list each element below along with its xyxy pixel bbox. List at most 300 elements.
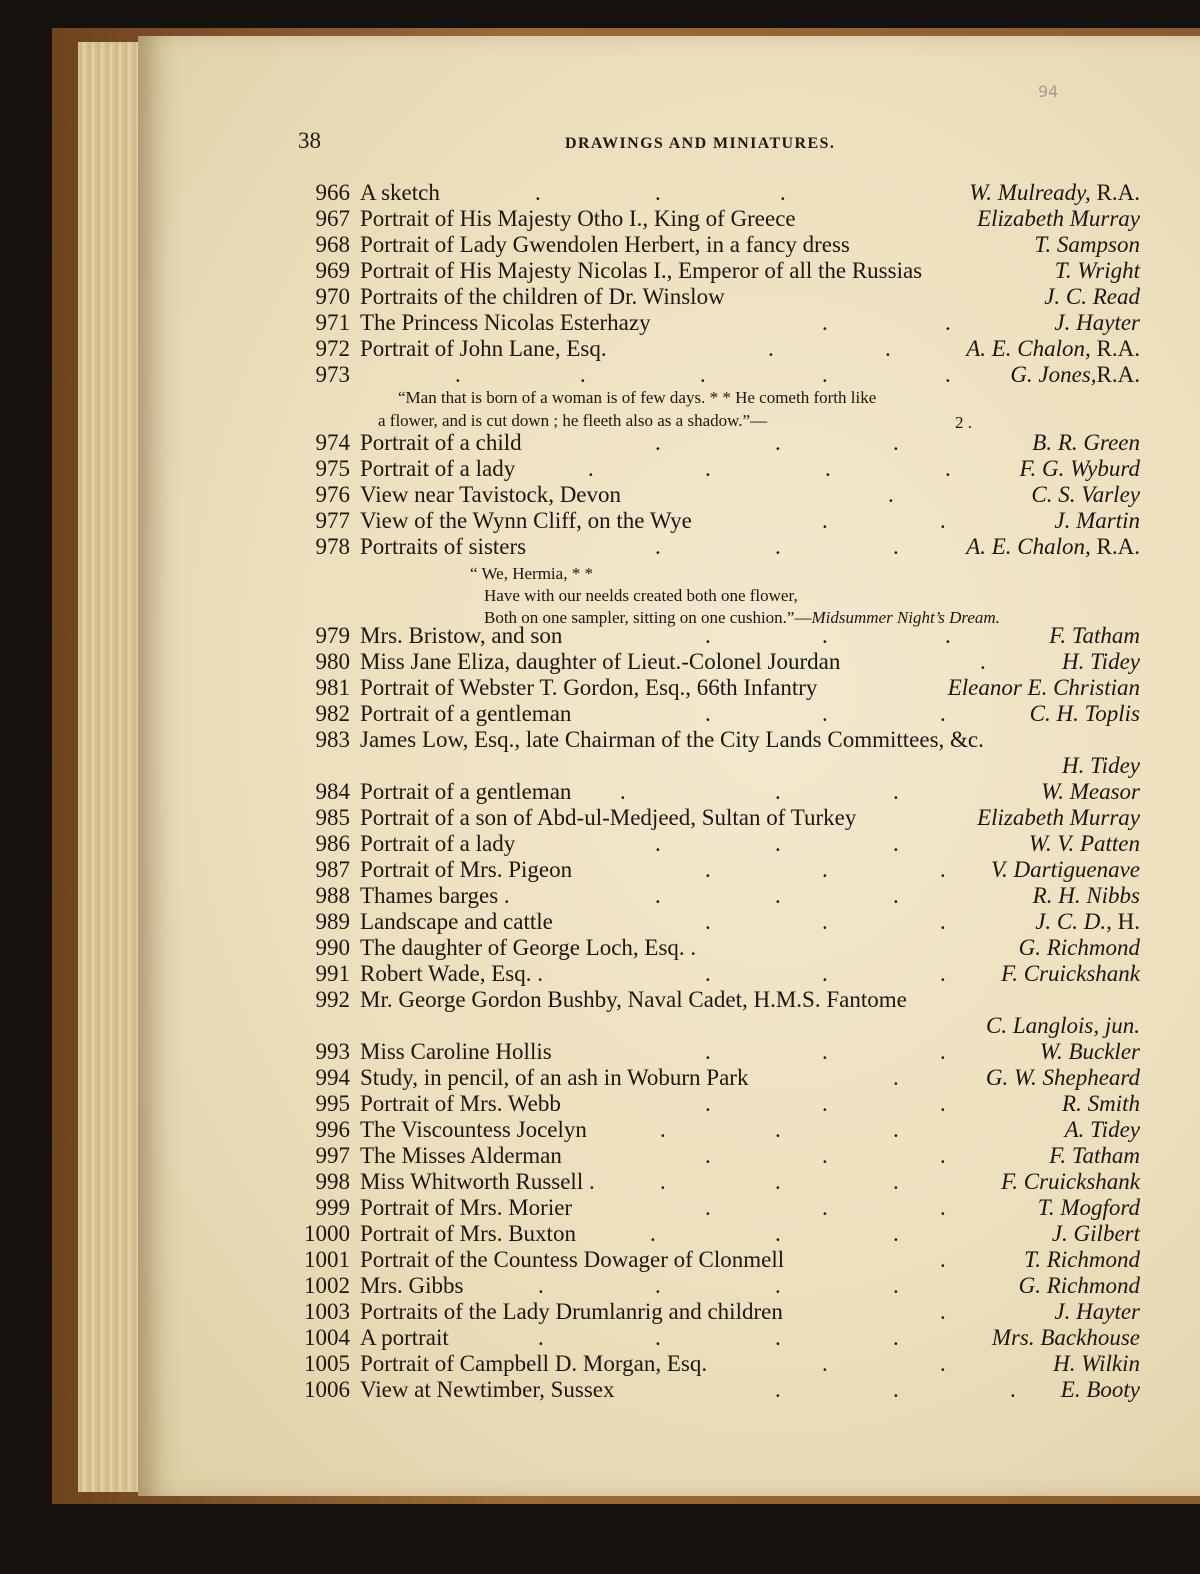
entry-artist [1019, 935, 1140, 961]
leader-dot: . [780, 180, 786, 205]
entry-title: Portraits of sisters [360, 534, 527, 559]
entry-title: Mr. George Gordon Bushby, Naval Cadet, H.M.S. Fantome [360, 987, 907, 1012]
entry-title: Portrait of His Majesty Nicolas I., Emperor of all the Russias [360, 258, 923, 283]
leader-dot: . [705, 1195, 711, 1220]
leader-dot: . [822, 961, 828, 986]
entry-number: 971 [315, 310, 350, 335]
entry-number: 984 [315, 779, 350, 804]
entry-title: Portrait of Mrs. Morier [360, 1195, 573, 1220]
entry-artist [969, 180, 1140, 206]
artist-suffix: H. [1111, 909, 1140, 934]
catalogue-entry [298, 1299, 1140, 1325]
catalogue-entry [298, 909, 1140, 935]
artist-name: C. Langlois, jun. [985, 1013, 1140, 1038]
artist-name: G. Richmond [1018, 1273, 1140, 1298]
quote-978-line-3 [484, 608, 1000, 628]
entry-artist [948, 675, 1140, 701]
catalogue-entry [298, 779, 1140, 805]
leader-dot: . [893, 1273, 899, 1298]
entry-artist [991, 857, 1140, 883]
leader-dot: . [775, 534, 781, 559]
entry-artist [1049, 623, 1140, 649]
entry-number: 980 [315, 649, 350, 674]
catalogue-entry [298, 883, 1140, 909]
artist-name: A. Tidey [1064, 1117, 1140, 1142]
entry-title: Portrait of a gentleman [360, 701, 572, 726]
catalogue-entry [298, 258, 1140, 284]
catalogue-entry [298, 1325, 1140, 1351]
entry-number: 967 [315, 206, 350, 231]
entry-artist [1038, 1195, 1140, 1221]
entry-artist [1031, 482, 1140, 508]
entry-number: 981 [315, 675, 350, 700]
leader-dot: . [980, 649, 986, 674]
running-title: DRAWINGS AND MINIATURES. [565, 135, 836, 152]
leader-dot: . [893, 1169, 899, 1194]
entry-number: 996 [315, 1117, 350, 1142]
entry-artist [1033, 883, 1140, 909]
entry-title: Portraits of the Lady Drumlanrig and children [360, 1299, 783, 1324]
artist-name: J. C. D., [1035, 909, 1112, 934]
entry-artist [1062, 1091, 1140, 1117]
artist-name: J. C. Read [1044, 284, 1140, 309]
entry-number: 989 [315, 909, 350, 934]
leader-dot: . [822, 1351, 828, 1376]
entry-title: Portraits of the children of Dr. Winslow [360, 284, 725, 309]
entry-artist [986, 1013, 1140, 1039]
artist-name: B. R. Green [1032, 430, 1140, 455]
entry-number: 999 [315, 1195, 350, 1220]
artist-name: R. H. Nibbs [1032, 883, 1140, 908]
entry-title: Mrs. Bristow, and son [360, 623, 563, 648]
entry-number: 970 [315, 284, 350, 309]
entry-title: James Low, Esq., late Chairman of the City Lands Committees, &c. [360, 727, 984, 752]
artist-name: V. Dartiguenave [990, 857, 1140, 882]
leader-dot: . [705, 1039, 711, 1064]
leader-dot: . [893, 534, 899, 559]
entry-artist [1001, 961, 1140, 987]
catalogue-entry [298, 649, 1140, 675]
catalogue-entry [298, 284, 1140, 310]
artist-name: F. Tatham [1049, 1143, 1140, 1168]
artist-name: F. Tatham [1049, 623, 1140, 648]
entry-number: 983 [315, 727, 350, 752]
catalogue-entry [298, 831, 1140, 857]
entry-artist [1053, 1351, 1140, 1377]
entry-number: 997 [315, 1143, 350, 1168]
leader-dot: . [893, 1065, 899, 1090]
catalogue-entry [298, 987, 1140, 1013]
leader-dot: . [893, 1377, 899, 1402]
entry-artist [1019, 456, 1140, 482]
entry-artist [986, 1065, 1140, 1091]
entry-artist [1054, 1299, 1140, 1325]
entry-number: 979 [315, 623, 350, 648]
entry-artist [1052, 1221, 1140, 1247]
entry-number: 990 [315, 935, 350, 960]
leader-dot: . [945, 362, 951, 387]
catalogue-entry [298, 753, 1140, 779]
entry-artist [1040, 1039, 1140, 1065]
page-number: 38 [298, 128, 321, 153]
artist-suffix: R.A. [1090, 534, 1140, 559]
leader-dot: . [893, 831, 899, 856]
entry-title: Portrait of a lady [360, 456, 516, 481]
entry-artist [992, 1325, 1140, 1351]
entry-artist [1054, 310, 1140, 336]
entry-title: View near Tavistock, Devon [360, 482, 622, 507]
entry-title: Portrait of Lady Gwendolen Herbert, in a fancy dress [360, 232, 850, 257]
leader-dot: . [775, 1221, 781, 1246]
quote-978-source: Midsummer Night’s Dream. [811, 608, 1000, 627]
leader-dot: . [940, 1351, 946, 1376]
entry-title: Portrait of His Majesty Otho I., King of Greece [360, 206, 796, 231]
leader-dot: . [655, 1325, 661, 1350]
leader-dot: . [822, 310, 828, 335]
entry-number: 982 [315, 701, 350, 726]
catalogue-entry [298, 1065, 1140, 1091]
entry-artist [1055, 258, 1140, 284]
quote-978-text: Both on one sampler, sitting on one cushion.”— [484, 608, 812, 627]
entry-artist [1035, 909, 1140, 935]
leader-dot: . [775, 430, 781, 455]
artist-name: C. H. Toplis [1029, 701, 1140, 726]
artist-name: T. Mogford [1037, 1195, 1140, 1220]
leader-dot: . [822, 508, 828, 533]
leader-dot: . [822, 1143, 828, 1168]
leader-dot: . [893, 430, 899, 455]
catalogue-entry [298, 1377, 1140, 1403]
catalogue-entry [298, 1039, 1140, 1065]
artist-name: W. Measor [1041, 779, 1140, 804]
quote-973-line-1: “Man that is born of a woman is of few days. * * He cometh forth like [398, 388, 877, 407]
entry-artist [966, 534, 1140, 560]
entry-artist [1041, 779, 1140, 805]
leader-dot: . [940, 1195, 946, 1220]
catalogue-entry [298, 675, 1140, 701]
entry-number: 995 [315, 1091, 350, 1116]
entry-title: The Princess Nicolas Esterhazy [360, 310, 651, 335]
entry-artist [1029, 831, 1140, 857]
catalogue-entry [298, 1013, 1140, 1039]
artist-name: T. Wright [1054, 258, 1140, 283]
leader-dot: . [822, 857, 828, 882]
leader-dot: . [705, 857, 711, 882]
entry-artist [1062, 649, 1140, 675]
artist-name: H. Tidey [1062, 753, 1140, 778]
artist-name: W. V. Patten [1028, 831, 1140, 856]
entry-title: The daughter of George Loch, Esq. . [360, 935, 697, 960]
artist-name: A. E. Chalon, [966, 336, 1091, 361]
artist-name: W. Buckler [1039, 1039, 1140, 1064]
catalogue-entry [298, 1247, 1140, 1273]
leader-dot: . [705, 623, 711, 648]
artist-name: J. Martin [1054, 508, 1140, 533]
entry-title: Portrait of Campbell D. Morgan, Esq. [360, 1351, 708, 1376]
entry-artist [1034, 232, 1140, 258]
leader-dot: . [822, 1195, 828, 1220]
entry-artist [1010, 362, 1140, 388]
entry-artist [1049, 1143, 1140, 1169]
entry-title: Mrs. Gibbs [360, 1273, 464, 1298]
artist-name: Eleanor E. Christian [947, 675, 1140, 700]
entry-title: Portrait of Mrs. Buxton [360, 1221, 576, 1246]
leader-dot: . [655, 883, 661, 908]
catalogue-entry [298, 362, 1140, 388]
entry-title: Miss Whitworth Russell . [360, 1169, 595, 1194]
catalogue-entry [298, 232, 1140, 258]
entry-title: A portrait [360, 1325, 449, 1350]
entry-title: The Misses Alderman [360, 1143, 562, 1168]
artist-name: J. Gilbert [1051, 1221, 1140, 1246]
entry-artist [1019, 1273, 1140, 1299]
leader-dot: . [893, 1117, 899, 1142]
leader-dot: . [940, 1143, 946, 1168]
catalogue-entry [298, 1273, 1140, 1299]
leader-dot: . [705, 909, 711, 934]
entry-number: 992 [315, 987, 350, 1012]
leader-dot: . [945, 623, 951, 648]
artist-name: F. G. Wyburd [1019, 456, 1140, 481]
entry-title: Thames barges . [360, 883, 510, 908]
catalogue-entry [298, 206, 1140, 232]
leader-dot: . [655, 430, 661, 455]
entry-number: 994 [315, 1065, 350, 1090]
entry-number: 1001 [304, 1247, 350, 1272]
leader-dot: . [768, 336, 774, 361]
artist-name: R. Smith [1062, 1091, 1140, 1116]
entry-number: 1006 [304, 1377, 350, 1402]
leader-dot: . [822, 623, 828, 648]
entry-title: Robert Wade, Esq. . [360, 961, 543, 986]
artist-suffix: R.A. [1090, 180, 1140, 205]
entry-title: Portrait of a gentleman [360, 779, 572, 804]
leader-dot: . [885, 336, 891, 361]
entry-artist [977, 206, 1140, 232]
leader-dot: . [538, 1325, 544, 1350]
entry-number: 985 [315, 805, 350, 830]
artist-suffix: R.A. [1090, 336, 1140, 361]
entry-artist [1001, 1169, 1140, 1195]
entry-number: 968 [315, 232, 350, 257]
leader-dot: . [945, 456, 951, 481]
leader-dot: . [705, 701, 711, 726]
entry-title: Portrait of Mrs. Pigeon [360, 857, 573, 882]
leader-dot: . [775, 1325, 781, 1350]
leader-dot: . [940, 1091, 946, 1116]
quote-973-reference: 2 . [955, 413, 972, 432]
leader-dot: . [940, 1039, 946, 1064]
leader-dot: . [893, 1221, 899, 1246]
entry-title: A sketch [360, 180, 440, 205]
leader-dot: . [705, 961, 711, 986]
entry-artist [1024, 1247, 1140, 1273]
artist-name: E. Booty [1060, 1377, 1140, 1402]
leader-dot: . [940, 508, 946, 533]
catalogue-entry [298, 482, 1140, 508]
leader-dot: . [660, 1169, 666, 1194]
catalogue-entry [298, 857, 1140, 883]
entry-title: Portrait of a child [360, 430, 522, 455]
leader-dot: . [822, 701, 828, 726]
entry-number: 969 [315, 258, 350, 283]
catalogue-entry [298, 1351, 1140, 1377]
leader-dot: . [822, 909, 828, 934]
leader-dot: . [940, 961, 946, 986]
leader-dot: . [655, 534, 661, 559]
quote-978-line-2: Have with our neelds created both one flower, [484, 586, 798, 605]
entry-artist [966, 336, 1140, 362]
leader-dot: . [893, 883, 899, 908]
entry-number: 1002 [304, 1273, 350, 1298]
artist-name: F. Cruickshank [1001, 961, 1140, 986]
entry-title: Study, in pencil, of an ash in Woburn Park [360, 1065, 749, 1090]
artist-name: Elizabeth Murray [977, 206, 1140, 231]
leader-dot: . [775, 1169, 781, 1194]
entry-number: 987 [315, 857, 350, 882]
pencil-folio-mark: 94 [1038, 82, 1059, 101]
catalogue-entry [298, 430, 1140, 456]
artist-name: G. Richmond [1018, 935, 1140, 960]
entry-number: 991 [315, 961, 350, 986]
artist-name: J. Hayter [1054, 310, 1140, 335]
entry-artist [1030, 701, 1140, 727]
entry-artist [1044, 284, 1140, 310]
entry-artist [1054, 508, 1140, 534]
entry-title: Miss Caroline Hollis [360, 1039, 552, 1064]
catalogue-entry [298, 336, 1140, 362]
artist-name: F. Cruickshank [1001, 1169, 1140, 1194]
entry-number: 998 [315, 1169, 350, 1194]
entry-number: 1003 [304, 1299, 350, 1324]
entry-title: Portrait of Webster T. Gordon, Esq., 66th Infantry [360, 675, 818, 700]
artist-suffix: R.A. [1096, 362, 1140, 387]
entry-number: 1000 [304, 1221, 350, 1246]
leader-dot: . [940, 1299, 946, 1324]
entry-number: 993 [315, 1039, 350, 1064]
leader-dot: . [455, 362, 461, 387]
artist-name: G. W. Shepheard [985, 1065, 1140, 1090]
catalogue-entry [298, 727, 1140, 753]
catalogue-entry [298, 1143, 1140, 1169]
artist-name: W. Mulready, [969, 180, 1091, 205]
catalogue-entry [298, 508, 1140, 534]
leader-dot: . [775, 1377, 781, 1402]
leader-dot: . [822, 1091, 828, 1116]
leader-dot: . [775, 779, 781, 804]
artist-name: Mrs. Backhouse [991, 1325, 1140, 1350]
leader-dot: . [660, 1117, 666, 1142]
leader-dot: . [655, 831, 661, 856]
entry-title: The Viscountess Jocelyn [360, 1117, 587, 1142]
entry-title: Landscape and cattle [360, 909, 553, 934]
leader-dot: . [893, 1325, 899, 1350]
leader-dot: . [893, 779, 899, 804]
entry-artist [1062, 753, 1140, 779]
leader-dot: . [535, 180, 541, 205]
entry-number: 975 [315, 456, 350, 481]
entry-title: Portrait of Mrs. Webb [360, 1091, 561, 1116]
entry-title: Miss Jane Eliza, daughter of Lieut.-Colonel Jourdan [360, 649, 841, 674]
leader-dot: . [945, 310, 951, 335]
leader-dot: . [822, 362, 828, 387]
leader-dot: . [588, 456, 594, 481]
entry-artist [1065, 1117, 1140, 1143]
entry-title: Portrait of John Lane, Esq. [360, 336, 607, 361]
entry-number: 977 [315, 508, 350, 533]
entry-number: 986 [315, 831, 350, 856]
leader-dot: . [705, 1143, 711, 1168]
leader-dot: . [775, 883, 781, 908]
entry-number: 973 [315, 362, 350, 387]
leader-dot: . [705, 1091, 711, 1116]
artist-name: G. Jones, [1010, 362, 1097, 387]
leader-dot: . [700, 362, 706, 387]
catalogue-entry [298, 1221, 1140, 1247]
entry-number: 972 [315, 336, 350, 361]
entry-artist [977, 805, 1140, 831]
catalogue-entry [298, 456, 1140, 482]
leader-dot: . [1010, 1377, 1016, 1402]
leader-dot: . [655, 180, 661, 205]
leader-dot: . [775, 831, 781, 856]
catalogue-entry [298, 180, 1140, 206]
entry-title: Portrait of the Countess Dowager of Clonmell [360, 1247, 785, 1272]
entry-title: Portrait of a lady [360, 831, 516, 856]
leader-dot: . [655, 1273, 661, 1298]
entry-number: 1005 [304, 1351, 350, 1376]
artist-name: J. Hayter [1054, 1299, 1140, 1324]
leader-dot: . [822, 1039, 828, 1064]
leader-dot: . [580, 362, 586, 387]
entry-number: 1004 [304, 1325, 350, 1350]
leader-dot: . [825, 456, 831, 481]
artist-name: T. Sampson [1034, 232, 1140, 257]
quote-978-line-1: “ We, Hermia, * * [470, 564, 593, 583]
leader-dot: . [940, 1247, 946, 1272]
leader-dot: . [940, 857, 946, 882]
catalogue-entry [298, 310, 1140, 336]
artist-name: T. Richmond [1024, 1247, 1140, 1272]
artist-name: H. Tidey [1062, 649, 1140, 674]
leader-dot: . [650, 1221, 656, 1246]
entry-number: 974 [315, 430, 350, 455]
artist-name: Elizabeth Murray [977, 805, 1140, 830]
leader-dot: . [940, 909, 946, 934]
leader-dot: . [620, 779, 626, 804]
entry-number: 976 [315, 482, 350, 507]
entry-number: 988 [315, 883, 350, 908]
leader-dot: . [538, 1273, 544, 1298]
leader-dot: . [940, 701, 946, 726]
catalogue-entry [298, 1091, 1140, 1117]
catalogue-entry [298, 534, 1140, 560]
catalogue-entry [298, 805, 1140, 831]
catalogue-entry [298, 1195, 1140, 1221]
catalogue-entry [298, 935, 1140, 961]
catalogue-entry [298, 1169, 1140, 1195]
entry-title: View of the Wynn Cliff, on the Wye [360, 508, 692, 533]
leader-dot: . [705, 456, 711, 481]
catalogue-entry [298, 1117, 1140, 1143]
entry-title: View at Newtimber, Sussex [360, 1377, 615, 1402]
artist-name: A. E. Chalon, [966, 534, 1091, 559]
entry-artist [1061, 1377, 1140, 1403]
leader-dot: . [775, 1273, 781, 1298]
entry-number: 978 [315, 534, 350, 559]
entry-title: Portrait of a son of Abd-ul-Medjeed, Sultan of Turkey [360, 805, 857, 830]
quote-973-line-2: a flower, and is cut down ; he fleeth also as a shadow.”— [378, 411, 768, 430]
